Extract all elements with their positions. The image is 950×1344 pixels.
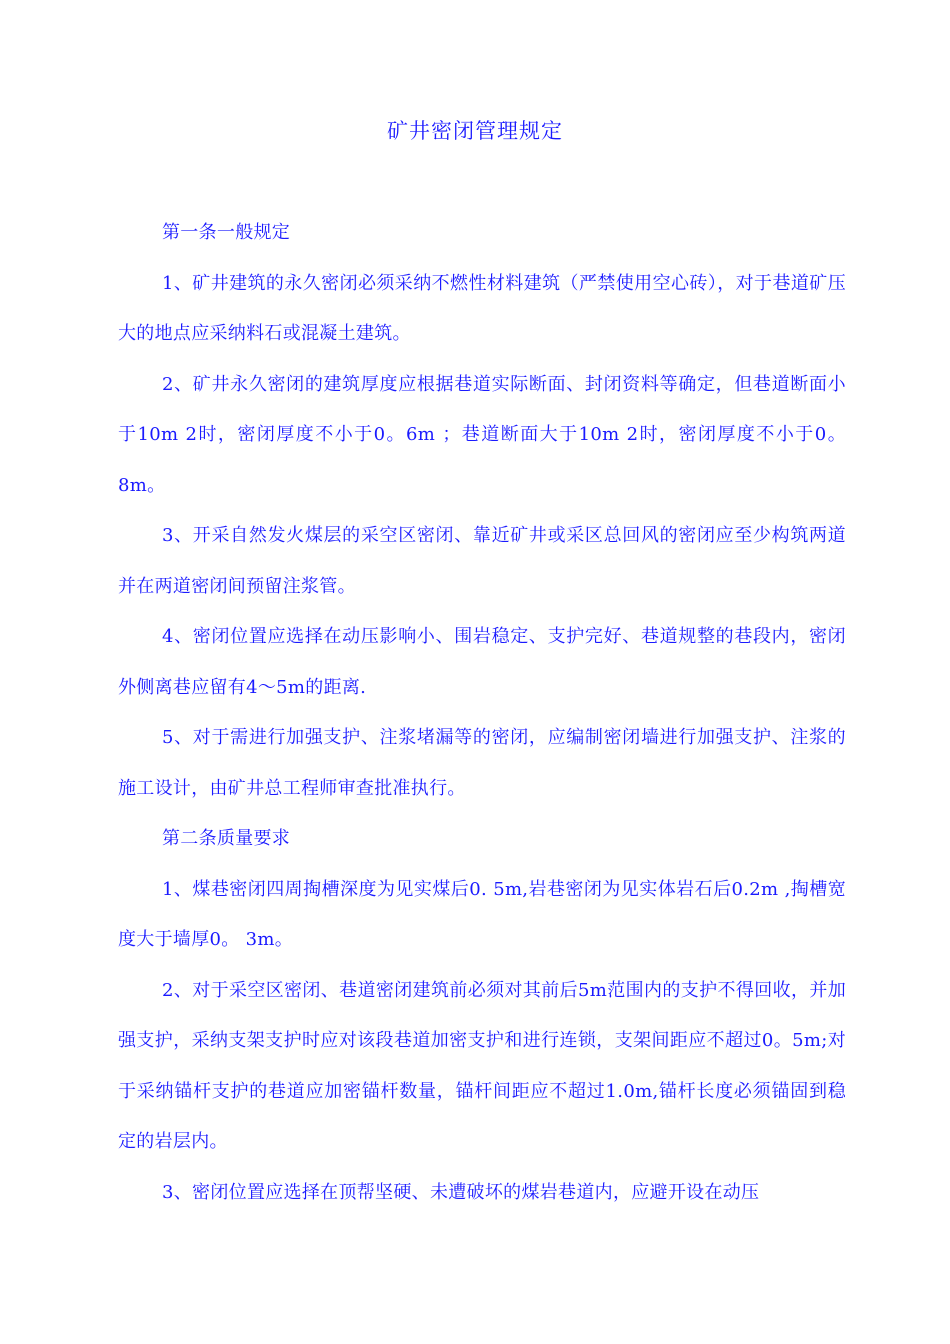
paragraph-2-3: 3、密闭位置应选择在顶帮坚硬、未遭破坏的煤岩巷道内，应避开设在动压 [162,1181,760,1203]
paragraph-1-1: 1、矿井建筑的永久密闭必须采纳不燃性材料建筑（严禁使用空心砖），对于巷道矿压大的地点应采纳料石或混凝土建筑。 [118,272,846,344]
section-heading-general: 第一条一般规定 [162,222,291,243]
document-title: 矿井密闭管理规定 [387,119,563,143]
document-body [118,208,846,1218]
section-heading-quality: 第二条质量要求 [162,828,291,849]
paragraph-2-1: 1、煤巷密闭四周掏槽深度为见实煤后0. 5m,岩巷密闭为见实体岩石后0.2m ,掏槽宽度大于墙厚0。 3m。 [118,878,846,950]
paragraph-1-3: 3、开采自然发火煤层的采空区密闭、靠近矿井或采区总回风的密闭应至少构筑两道并在两道密闭间预留注浆管。 [118,525,846,597]
paragraph-1-4: 4、密闭位置应选择在动压影响小、围岩稳定、支护完好、巷道规整的巷段内，密闭外侧离巷应留有4〜5m的距离. [118,626,846,698]
paragraph-1-5: 5、对于需进行加强支护、注浆堵漏等的密闭，应编制密闭墙进行加强支护、注浆的施工设计，由矿井总工程师审查批准执行。 [118,727,846,799]
paragraph-1-2: 2、矿井永久密闭的建筑厚度应根据巷道实际断面、封闭资料等确定，但巷道断面小于10m 2时，密闭厚度不小于0。6m ；巷道断面大于10m 2时，密闭厚度不小于0。8m。 [118,373,846,496]
paragraph-2-2: 2、对于采空区密闭、巷道密闭建筑前必须对其前后5m范围内的支护不得回收，并加强支护，采纳支架支护时应对该段巷道加密支护和进行连锁，支架间距应不超过0。5m;对于采纳锚杆支护的巷道应加密锚杆数量，锚杆间距应不超过1.0m,锚杆长度必须锚固到稳定的岩层内。 [118,979,846,1152]
